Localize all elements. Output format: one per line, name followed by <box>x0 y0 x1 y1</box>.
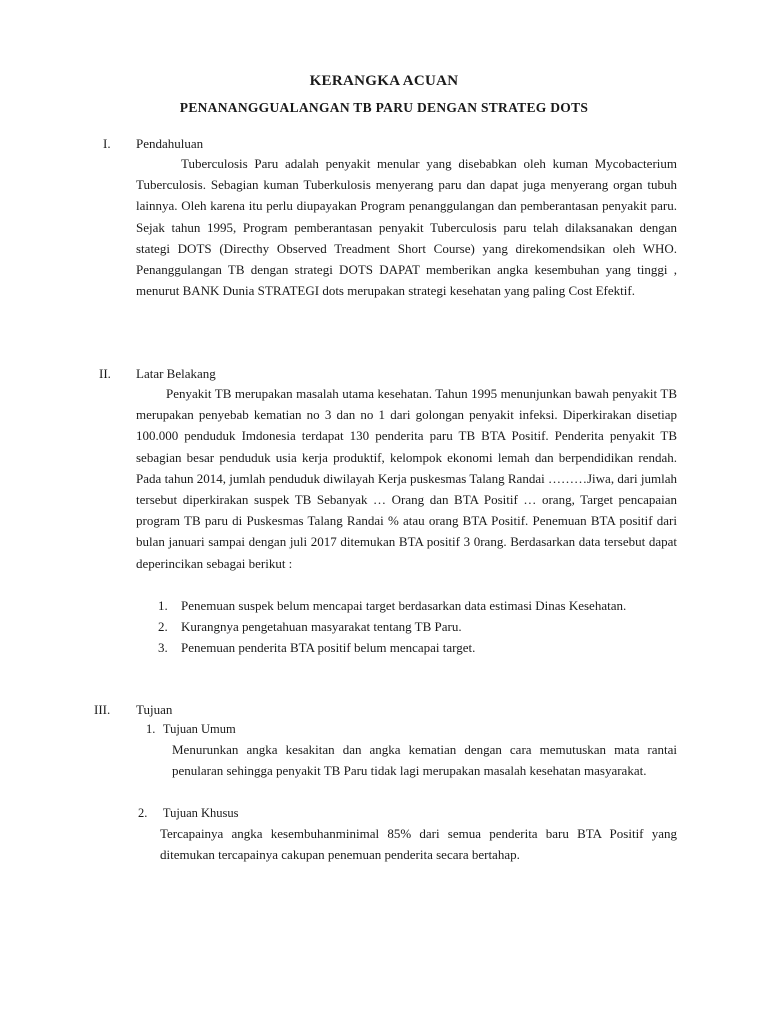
section-2-number: II. <box>99 366 111 381</box>
section-2-list <box>136 595 677 659</box>
subsection-2-heading <box>138 806 239 821</box>
list-item-number: 3. <box>158 640 168 656</box>
section-3-heading: Tujuan <box>136 702 173 717</box>
list-item <box>136 616 677 637</box>
subsection-2-number: 2. <box>138 806 148 820</box>
subsection-1-text: Menurunkan angka kesakitan dan angka kematian dengan cara memutuskan mata rantai penularan sehingga penyakit TB Paru tidak lagi merupakan masalah kesehatan masyarakat. <box>172 742 677 779</box>
list-item <box>136 637 677 658</box>
document-title: KERANGKA ACUAN <box>309 73 459 89</box>
section-1-heading: Pendahuluan <box>136 136 204 151</box>
document-subtitle: PENANANGGUALANGAN TB PARU DENGAN STRATEG DOTS <box>179 100 589 115</box>
list-item-number: 2. <box>158 619 168 635</box>
list-item-text: Penemuan penderita BTA positif belum mencapai target. <box>181 640 476 656</box>
list-item-text: Kurangnya pengetahuan masyarakat tentang TB Paru. <box>181 619 462 635</box>
subsection-2-text: Tercapainya angka kesembuhanminimal 85% dari semua penderita baru BTA Positif yang ditemukan tercapainya cakupan penemuan penderita secara bertahap. <box>160 826 677 863</box>
subsection-1-label: Tujuan Umum <box>162 722 236 736</box>
list-item-number: 1. <box>158 598 168 613</box>
section-2-paragraph: Penyakit TB merupakan masalah utama kesehatan. Tahun 1995 menunjunkan bawah penyakit TB merupakan penyebab kematian no 3 dan no 1 dari golongan penyakit infeksi. Diperkirakan disetiap 100.000 penduduk Imdonesia terdapat 130 penderita paru TB BTA Positif. Penderita penyakit TB sebagian besar penduduk usia kerja produktif, kelompok ekonomi lemah dan berpendidikan rendah. Pada tahun 2014, jumlah penduduk diwilayah Kerja puskesmas Talang Randai ………Jiwa, dari jumlah tersebut diperkirakan suspek TB Sebanyak … Orang dan BTA Positif … orang, Target pencapaian program TB paru di Puskesmas Talang Randai % atau orang BTA Positif. Penemuan BTA positif dari bulan januari sampai dengan juli 2017 ditemukan BTA positif 3 0rang. Berdasarkan data tersebut dapat deperincikan sebagai berikut : <box>136 386 677 571</box>
subsection-2-label: Tujuan Khusus <box>162 806 239 820</box>
section-3-number: III. <box>94 702 111 717</box>
subsection-1-number: 1. <box>146 722 156 736</box>
section-2-heading: Latar Belakang <box>136 366 216 381</box>
list-item-text: Penemuan suspek belum mencapai target berdasarkan data estimasi Dinas Kesehatan. <box>181 598 627 613</box>
section-1-paragraph: Tuberculosis Paru adalah penyakit menular yang disebabkan oleh kuman Mycobacterium Tuberculosis. Sebagian kuman Tuberkulosis menyerang paru dan dapat juga menyerang organ tubuh lainnya. Oleh karena itu perlu diupayakan Program penanggulangan dan pemberantasan penyakit paru. Sejak tahun 1995, Program pemberantasan penyakit Tuberculosis paru telah dilaksanakan dengan stategi DOTS (Directhy Observed Treadment Short Course) yang direkomendsikan oleh WHO. Penanggulangan TB dengan strategi DOTS DAPAT memberikan angka kesembuhan yang tinggi , menurut BANK Dunia STRATEGI dots merupakan strategi kesehatan yang paling Cost Efektif. <box>136 156 677 299</box>
section-1-number: I. <box>103 136 111 151</box>
subsection-1-heading <box>146 722 236 737</box>
list-item <box>136 595 677 616</box>
